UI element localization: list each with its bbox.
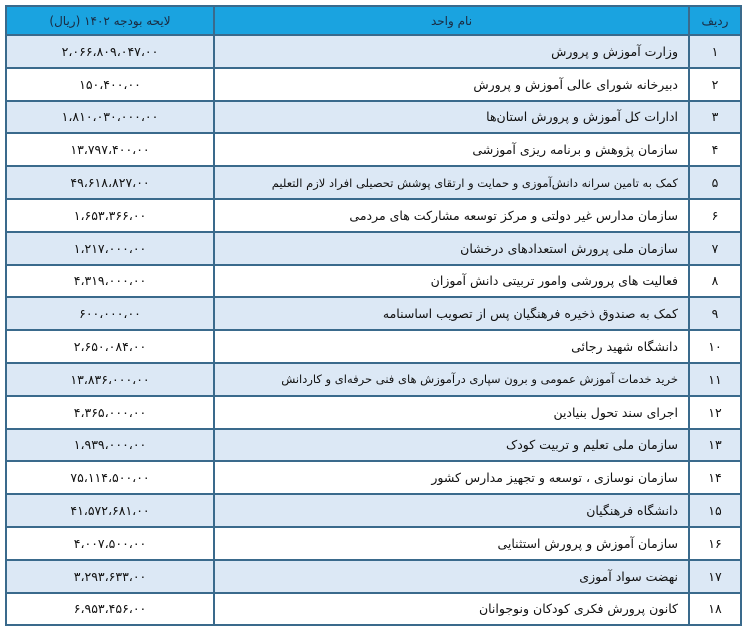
row-number: ۱۲ (689, 396, 741, 429)
table-row (6, 330, 741, 363)
header-budget: لایحه بودجه ۱۴۰۲ (ریال) (6, 6, 214, 35)
row-number: ۴ (689, 133, 741, 166)
table-row (6, 396, 741, 429)
budget-amount: ۲،۰۶۶،۸۰۹،۰۴۷،۰۰ (6, 35, 214, 68)
row-number: ۱۳ (689, 429, 741, 462)
unit-name: سازمان ملی پرورش استعدادهای درخشان (214, 232, 689, 265)
unit-name: خرید خدمات آموزش عمومی و برون سپاری درآموزش های فنی حرفه‌ای و کاردانش (214, 363, 689, 396)
budget-amount: ۱۵۰،۴۰۰،۰۰ (6, 68, 214, 101)
table-row (6, 68, 741, 101)
table-row (6, 527, 741, 560)
budget-amount: ۱،۶۵۳،۳۶۶،۰۰ (6, 199, 214, 232)
unit-name: کانون پرورش فکری کودکان ونوجوانان (214, 593, 689, 626)
unit-name: نهضت سواد آموزی (214, 560, 689, 593)
budget-amount: ۲،۶۵۰،۰۸۴،۰۰ (6, 330, 214, 363)
unit-name: ادارات کل آموزش و پرورش استان‌ها (214, 101, 689, 134)
budget-amount: ۱،۸۱۰،۰۳۰،۰۰۰،۰۰ (6, 101, 214, 134)
budget-amount: ۱۳،۸۳۶،۰۰۰،۰۰ (6, 363, 214, 396)
row-number: ۱۸ (689, 593, 741, 626)
budget-amount: ۳،۲۹۳،۶۳۳،۰۰ (6, 560, 214, 593)
unit-name: فعالیت های پرورشی وامور تربیتی دانش آموزان (214, 265, 689, 298)
table-row (6, 593, 741, 626)
budget-amount: ۶۰۰،۰۰۰،۰۰ (6, 297, 214, 330)
budget-amount: ۱۳،۷۹۷،۴۰۰،۰۰ (6, 133, 214, 166)
unit-name: کمک به تامین سرانه دانش‌آموزی و حمایت و ارتقای پوشش تحصیلی افراد لازم التعلیم (214, 166, 689, 199)
table-row (6, 133, 741, 166)
unit-name: سازمان پژوهش و برنامه ریزی آموزشی (214, 133, 689, 166)
unit-name: کمک به صندوق ذخیره فرهنگیان پس از تصویب اساسنامه (214, 297, 689, 330)
row-number: ۶ (689, 199, 741, 232)
table-row (6, 166, 741, 199)
table-row (6, 232, 741, 265)
unit-name: دانشگاه فرهنگیان (214, 494, 689, 527)
row-number: ۱۴ (689, 461, 741, 494)
unit-name: دانشگاه شهید رجائی (214, 330, 689, 363)
table-row (6, 265, 741, 298)
row-number: ۹ (689, 297, 741, 330)
header-row-number: ردیف (689, 6, 741, 35)
header-unit-name: نام واحد (214, 6, 689, 35)
row-number: ۲ (689, 68, 741, 101)
unit-name: سازمان نوسازی ، توسعه و تجهیز مدارس کشور (214, 461, 689, 494)
row-number: ۳ (689, 101, 741, 134)
table-row (6, 363, 741, 396)
table-header-row (6, 6, 741, 35)
row-number: ۱۰ (689, 330, 741, 363)
table-row (6, 199, 741, 232)
unit-name: دبیرخانه شورای عالی آموزش و پرورش (214, 68, 689, 101)
budget-table-container (5, 5, 740, 626)
row-number: ۷ (689, 232, 741, 265)
row-number: ۵ (689, 166, 741, 199)
row-number: ۱۷ (689, 560, 741, 593)
row-number: ۱۵ (689, 494, 741, 527)
budget-amount: ۴۹،۶۱۸،۸۲۷،۰۰ (6, 166, 214, 199)
table-row (6, 35, 741, 68)
budget-amount: ۴۱،۵۷۲،۶۸۱،۰۰ (6, 494, 214, 527)
unit-name: اجرای سند تحول بنیادین (214, 396, 689, 429)
row-number: ۱۶ (689, 527, 741, 560)
table-row (6, 429, 741, 462)
row-number: ۱۱ (689, 363, 741, 396)
table-row (6, 297, 741, 330)
unit-name: سازمان مدارس غیر دولتی و مرکز توسعه مشارکت های مردمی (214, 199, 689, 232)
unit-name: سازمان آموزش و پرورش استثنایی (214, 527, 689, 560)
budget-table (5, 5, 742, 626)
budget-amount: ۱،۹۳۹،۰۰۰،۰۰ (6, 429, 214, 462)
budget-amount: ۴،۳۱۹،۰۰۰،۰۰ (6, 265, 214, 298)
budget-amount: ۴،۰۰۷،۵۰۰،۰۰ (6, 527, 214, 560)
budget-amount: ۶،۹۵۳،۴۵۶،۰۰ (6, 593, 214, 626)
row-number: ۱ (689, 35, 741, 68)
table-row (6, 494, 741, 527)
table-row (6, 101, 741, 134)
table-row (6, 560, 741, 593)
budget-amount: ۷۵،۱۱۴،۵۰۰،۰۰ (6, 461, 214, 494)
table-row (6, 461, 741, 494)
budget-amount: ۴،۳۶۵،۰۰۰،۰۰ (6, 396, 214, 429)
row-number: ۸ (689, 265, 741, 298)
unit-name: سازمان ملی تعلیم و تربیت کودک (214, 429, 689, 462)
unit-name: وزارت آموزش و پرورش (214, 35, 689, 68)
budget-amount: ۱،۲۱۷،۰۰۰،۰۰ (6, 232, 214, 265)
